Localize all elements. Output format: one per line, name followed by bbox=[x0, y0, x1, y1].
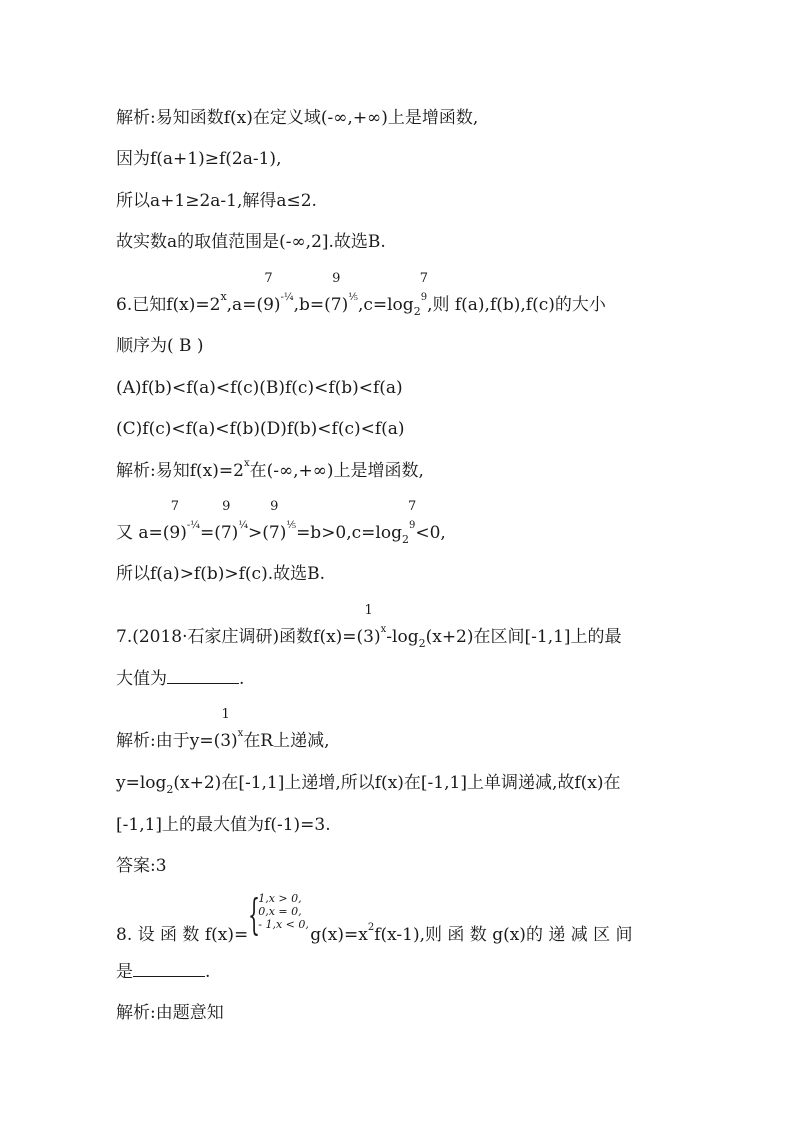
q6-sol2-base-2: (7) bbox=[214, 523, 239, 543]
question-8-solution-1: 解析:由题意知 bbox=[116, 1003, 224, 1023]
question-7-solution-3: [-1,1]上的最大值为f(-1)=3. bbox=[116, 815, 331, 835]
q6-b-base: (7) bbox=[324, 295, 349, 315]
q6-b-exp: ⅕ bbox=[348, 292, 358, 303]
q6-a-base: (9) bbox=[256, 295, 281, 315]
line-solution-5-1: 解析:易知函数f(x)在定义域(-∞,+∞)上是增函数, bbox=[116, 108, 479, 128]
q7-sol2-a: y=log bbox=[116, 773, 167, 793]
q6-sol2-sub: 2 bbox=[401, 533, 409, 546]
q7-sol1-b: 在R上递减, bbox=[243, 731, 330, 751]
q6-text-2: ,a= bbox=[226, 295, 257, 315]
question-8-stem bbox=[116, 890, 633, 949]
q7-answer-blank[interactable] bbox=[167, 667, 239, 684]
q8-case-1: 1,x > 0, bbox=[258, 892, 302, 905]
question-7-stem-2 bbox=[116, 667, 244, 690]
q6-sol2-num-3: 9 bbox=[270, 499, 279, 514]
q8-piecewise bbox=[248, 890, 310, 940]
q6-sol2-base-3: (7) bbox=[262, 523, 287, 543]
q6-sol1-a: 解析:易知f(x)=2 bbox=[116, 461, 244, 481]
q6-sol2-frac-4 bbox=[408, 499, 417, 547]
question-6-stem bbox=[116, 271, 606, 319]
q6-sol2-gt: > bbox=[248, 523, 263, 543]
q8-answer-blank[interactable] bbox=[133, 960, 205, 977]
q7-text-3: (x+2)在区间[-1,1]上的最 bbox=[425, 627, 622, 647]
q7-sol1-a: 解析:由于y= bbox=[116, 731, 214, 751]
q8-text-3: f(x-1),则 函 数 g(x)的 递 减 区 间 bbox=[374, 925, 633, 945]
q6-sol2-num-4: 7 bbox=[408, 499, 417, 514]
q7-frac bbox=[356, 603, 381, 648]
q6-sup-x: x bbox=[220, 290, 227, 303]
q7-sup: x bbox=[380, 624, 387, 635]
question-6-stem-2: 顺序为( B ) bbox=[116, 336, 204, 356]
question-6-solution-2 bbox=[116, 499, 446, 547]
q6-sol2-base-1: (9) bbox=[162, 523, 187, 543]
q6-sol2-frac-3 bbox=[262, 499, 287, 544]
q8-text-1: 8. 设 函 数 f(x)= bbox=[116, 925, 249, 945]
q6-c-arg: 9 bbox=[420, 292, 428, 303]
line-solution-5-3: 所以a+1≥2a-1,解得a≤2. bbox=[116, 191, 317, 211]
q6-sol2-frac-1 bbox=[162, 499, 187, 544]
q6-sol2-frac-2 bbox=[214, 499, 239, 544]
q7-sol-frac bbox=[213, 707, 238, 752]
q6-c-sub: 2 bbox=[413, 305, 421, 318]
q6-frac-b bbox=[324, 271, 349, 316]
q8-text-2: g(x)=x bbox=[310, 925, 368, 945]
q6-sol2-exp-1: -¼ bbox=[186, 520, 200, 531]
q7-text-4-end: . bbox=[239, 669, 245, 689]
q6-text-5: ,则 f(a),f(b),f(c)的大小 bbox=[427, 295, 606, 315]
q6-c-num: 7 bbox=[419, 271, 429, 286]
q7-text-2: -log bbox=[386, 627, 419, 647]
question-6-solution-1 bbox=[116, 460, 424, 485]
q8-case-2: 0,x = 0, bbox=[258, 905, 302, 918]
q6-sol2-exp-3: ⅕ bbox=[286, 520, 297, 531]
q8-case-3: - 1,x < 0, bbox=[258, 918, 309, 931]
q6-sol2-mid: =b>0,c=log bbox=[296, 523, 402, 543]
brace-icon: { bbox=[248, 890, 261, 939]
q6-text-1: 6.已知f(x)=2 bbox=[116, 295, 221, 315]
q6-b-num: 9 bbox=[332, 271, 341, 286]
question-7-solution-2 bbox=[116, 772, 621, 796]
q6-text-4: ,c=log bbox=[357, 295, 414, 315]
q6-frac-c bbox=[419, 271, 429, 319]
q8-text-4: 是 bbox=[116, 962, 133, 982]
q7-base: (3) bbox=[356, 627, 381, 647]
question-6-options-cd: (C)f(c)<f(a)<f(b)(D)f(b)<f(c)<f(a) bbox=[116, 419, 405, 439]
q6-sol2-a: 又 a= bbox=[116, 523, 163, 543]
q7-sol-base: (3) bbox=[213, 731, 238, 751]
q7-num: 1 bbox=[364, 603, 373, 618]
question-7-solution-1 bbox=[116, 707, 330, 755]
question-6-solution-3: 所以f(a)>f(b)>f(c).故选B. bbox=[116, 564, 325, 584]
q8-sup: 2 bbox=[367, 922, 375, 933]
q6-sol2-eq: = bbox=[199, 523, 215, 543]
q7-text-4: 大值为 bbox=[116, 669, 167, 689]
q7-sub: 2 bbox=[418, 637, 426, 650]
question-7-stem bbox=[116, 603, 622, 651]
question-7-answer: 答案:3 bbox=[116, 856, 167, 876]
q8-text-4-end: . bbox=[205, 962, 211, 982]
q7-sol-num: 1 bbox=[221, 707, 230, 722]
line-solution-5-2: 因为f(a+1)≥f(2a-1), bbox=[116, 149, 282, 169]
q6-sol2-arg: 9 bbox=[408, 520, 416, 531]
q7-sol2-b: (x+2)在[-1,1]上递增,所以f(x)在[-1,1]上单调递减,故f(x)在 bbox=[173, 773, 621, 793]
q6-a-num: 7 bbox=[264, 271, 273, 286]
q6-sol2-end: <0, bbox=[415, 523, 446, 543]
q8-cases bbox=[258, 892, 309, 931]
q6-sol2-num-2: 9 bbox=[222, 499, 231, 514]
q6-a-exp: -¼ bbox=[280, 292, 294, 303]
question-8-stem-2 bbox=[116, 960, 210, 983]
q6-text-3: ,b= bbox=[293, 295, 325, 315]
q7-sol-sup: x bbox=[237, 728, 244, 739]
q6-frac-a bbox=[256, 271, 281, 316]
q7-text-1: 7.(2018·石家庄调研)函数f(x)= bbox=[116, 627, 357, 647]
q6-sol2-exp-2: ¼ bbox=[238, 520, 249, 531]
question-6-options-ab: (A)f(b)<f(a)<f(c)(B)f(c)<f(b)<f(a) bbox=[116, 378, 403, 398]
q7-sol2-sub: 2 bbox=[166, 783, 174, 796]
q6-sol1-sup: x bbox=[243, 458, 250, 469]
q6-sol2-num-1: 7 bbox=[170, 499, 179, 514]
line-solution-5-4: 故实数a的取值范围是(-∞,2].故选B. bbox=[116, 232, 386, 252]
q6-sol1-b: 在(-∞,+∞)上是增函数, bbox=[249, 461, 424, 481]
